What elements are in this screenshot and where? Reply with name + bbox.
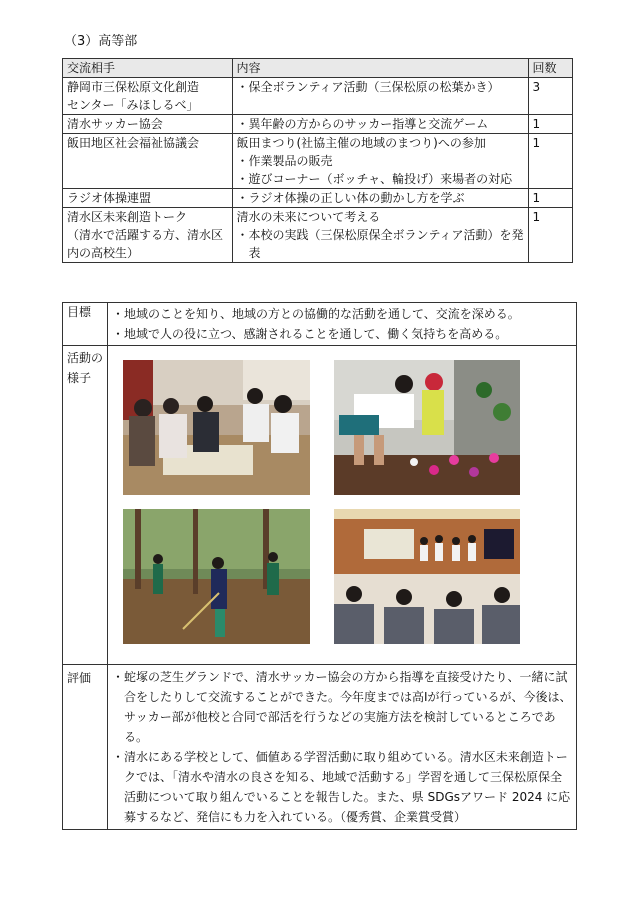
evaluation-line: 合をしたりして交流することができた。今年度までは高Ⅰが行っているが、今後は、 [112, 690, 572, 704]
count-cell: 1 [528, 189, 572, 208]
header-count: 回数 [528, 59, 572, 78]
evaluation-line: サッカー部が他校と合同で部活を行うなどの実施方法を検討しているところであ [112, 710, 556, 724]
content-cell [232, 115, 528, 134]
cell-line: 飯田まつり(社協主催の地域のまつり)への参加 [236, 136, 486, 150]
cell-line: 清水の未来について考える [236, 210, 381, 224]
cell-line: 清水サッカー協会 [67, 117, 163, 131]
festival-sales-photo [123, 360, 310, 495]
cell-line: ・保全ボランティア活動（三保松原の松葉かき） [236, 80, 500, 94]
cell-line: ・作業製品の販売 [236, 154, 333, 168]
header-partner: 交流相手 [63, 59, 233, 78]
cell-line: （清水で活躍する方、清水区 [67, 228, 224, 242]
evaluation-label: 評価 [63, 665, 108, 830]
partner-cell [63, 208, 233, 263]
partner-cell [63, 78, 233, 115]
pine-needle-raking-photo [123, 509, 310, 644]
evaluation-table [62, 302, 577, 830]
partner-cell [63, 189, 233, 208]
content-cell [232, 208, 528, 263]
activity-row [63, 346, 577, 665]
cell-line: 清水区未来創造トーク [67, 210, 188, 224]
evaluation-content [108, 665, 577, 830]
content-cell [232, 189, 528, 208]
evaluation-row [63, 665, 577, 830]
content-cell [232, 78, 528, 115]
cell-line: 表 [236, 246, 261, 260]
cell-line: ラジオ体操連盟 [67, 191, 152, 205]
evaluation-line: クでは、「清水や清水の良さを知る、地域で活動する」学習を通して三保松原保全 [112, 770, 563, 784]
activity-label [63, 346, 108, 665]
count-cell: 1 [528, 208, 572, 263]
evaluation-line: 活動について取り組んでいることを報告した。また、県 SDGsアワード 2024 に応 [112, 790, 571, 804]
cell-line: 内の高校生） [67, 246, 140, 260]
evaluation-line: ・蛇塚の芝生グランドで、清水サッカー協会の方から指導を直接受けたり、一緒に試 [112, 670, 568, 684]
table-row [63, 115, 573, 134]
label-line: 様子 [67, 371, 92, 385]
cell-line: ・異年齢の方からのサッカー指導と交流ゲーム [236, 117, 489, 131]
evaluation-line: 募するなど、発信にも力を入れている。（優秀賞、企業賞受賞） [112, 810, 467, 824]
exchange-table [62, 58, 573, 263]
table-row [63, 134, 573, 189]
goal-row [63, 303, 577, 346]
cell-line: センター「みほしるべ」 [67, 98, 199, 112]
label-line: 活動の [67, 351, 104, 365]
evaluation-line: ・清水にある学校として、価値ある学習活動に取り組めている。清水区未来創造トー [112, 750, 568, 764]
table-header-row [63, 59, 573, 78]
table-row [63, 208, 573, 263]
flower-planting-photo [334, 360, 520, 495]
cell-line: 飯田地区社会福祉協議会 [67, 136, 200, 150]
goal-line: ・地域で人の役に立つ、感謝されることを通して、働く気持ちを高める。 [112, 327, 508, 341]
table-row [63, 78, 573, 115]
cell-line: 静岡市三保松原文化創造 [67, 80, 200, 94]
count-cell: 1 [528, 115, 572, 134]
goal-content [108, 303, 577, 346]
count-cell: 1 [528, 134, 572, 189]
partner-cell [63, 134, 233, 189]
evaluation-line: る。 [112, 730, 149, 744]
future-talk-meeting-photo [334, 509, 520, 644]
activity-photos [108, 346, 577, 665]
partner-cell [63, 115, 233, 134]
cell-line: ・本校の実践（三保松原保全ボランティア活動）を発 [236, 228, 524, 242]
goal-line: ・地域のことを知り、地域の方との協働的な活動を通して、交流を深める。 [112, 307, 520, 321]
table-row [63, 189, 573, 208]
goal-label: 目標 [63, 303, 108, 346]
content-cell [232, 134, 528, 189]
cell-line: ・ラジオ体操の正しい体の動かし方を学ぶ [236, 191, 465, 205]
header-content: 内容 [232, 59, 528, 78]
cell-line: ・遊びコーナー（ボッチャ、輪投げ）来場者の対応 [236, 172, 513, 186]
section-title: （3）高等部 [64, 34, 138, 49]
count-cell: 3 [528, 78, 572, 115]
